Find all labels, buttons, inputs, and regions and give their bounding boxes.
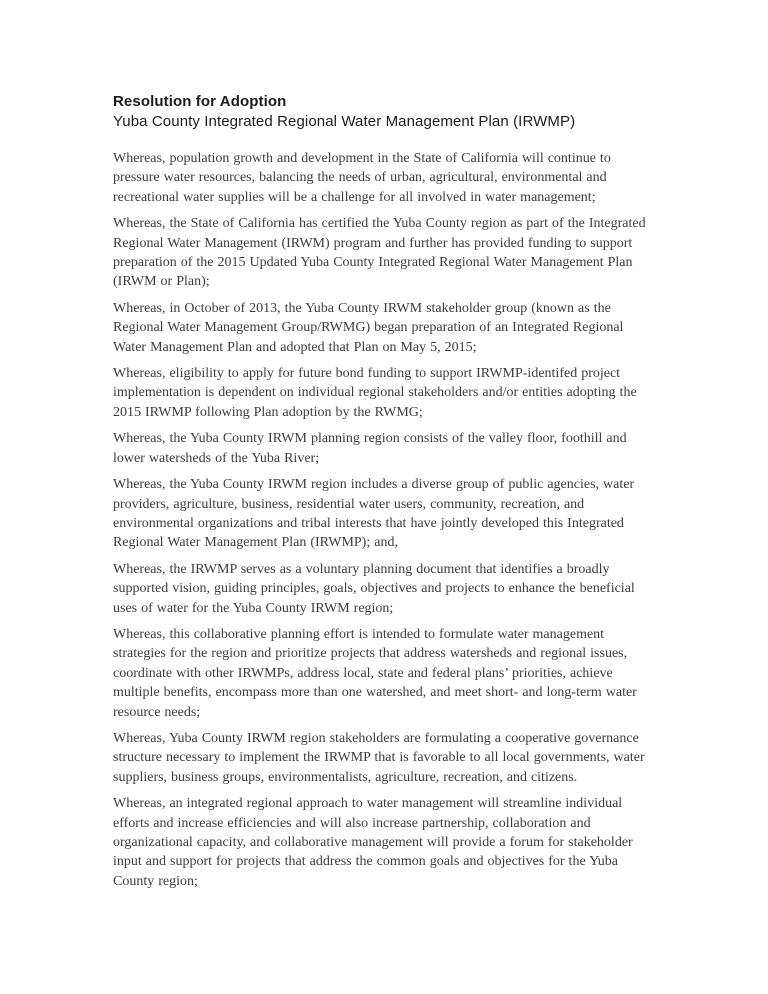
document-header: [113, 92, 658, 132]
document-subtitle: Yuba County Integrated Regional Water Management Plan (IRWMP): [113, 113, 576, 130]
document-title: Resolution for Adoption: [113, 93, 287, 110]
whereas-paragraph: Whereas, eligibility to apply for future bond funding to support IRWMP-identifed project implementation is dependent on individual regional stakeholders and/or entities adopting the 2015 IRWMP following Plan adoption by the RWMG;: [113, 366, 637, 420]
whereas-paragraph: Whereas, in October of 2013, the Yuba County IRWM stakeholder group (known as the Regional Water Management Group/RWMG) began preparation of an Integrated Regional Water Management Plan and adopted that Plan on May 5, 2015;: [113, 300, 624, 355]
whereas-paragraph: Whereas, an integrated regional approach to water management will streamline individual efforts and increase efficiencies and will also increase partnership, collaboration and organizational capacity, and collaborative management will provide a forum for stakeholder input and support for projects that address the common goals and objectives for the Yuba County region;: [113, 796, 633, 889]
whereas-paragraph: Whereas, the State of California has certified the Yuba County region as part of the Integrated Regional Water Management (IRWM) program and further has provided funding to support preparation of the 2015 Updated Yuba County Integrated Regional Water Management Plan (IRWM or Plan);: [113, 216, 646, 290]
whereas-paragraph: Whereas, Yuba County IRWM region stakeholders are formulating a cooperative governance structure necessary to implement the IRWMP that is favorable to all local governments, water suppliers, business groups, environmentalists, agriculture, recreation, and citizens.: [113, 730, 645, 785]
whereas-paragraph: Whereas, population growth and development in the State of California will continue to pressure water resources, balancing the needs of urban, agricultural, environmental and recreational water supplies will be a challenge for all involved in water management;: [113, 151, 611, 205]
whereas-paragraph: Whereas, the IRWMP serves as a voluntary planning document that identifies a broadly supported vision, guiding principles, goals, objectives and projects to enhance the beneficial uses of water for the Yuba County IRWM region;: [113, 561, 635, 616]
document-body: [113, 149, 659, 891]
whereas-paragraph: Whereas, this collaborative planning effort is intended to formulate water management strategies for the region and prioritize projects that address watersheds and regional issues, coordinate with other IRWMPs, address local, state and federal plans’ priorities, achieve multiple benefits, encompass more than one watershed, and meet short- and long-term water resource needs;: [113, 626, 637, 720]
whereas-paragraph: Whereas, the Yuba County IRWM region includes a diverse group of public agencies, water providers, agriculture, business, residential water users, community, recreation, and environmental organizations and tribal interests that have jointly developed this Integrated Regional Water Management Plan (IRWMP); and,: [113, 477, 635, 551]
whereas-paragraph: Whereas, the Yuba County IRWM planning region consists of the valley floor, foothill and lower watersheds of the Yuba River;: [113, 431, 627, 466]
